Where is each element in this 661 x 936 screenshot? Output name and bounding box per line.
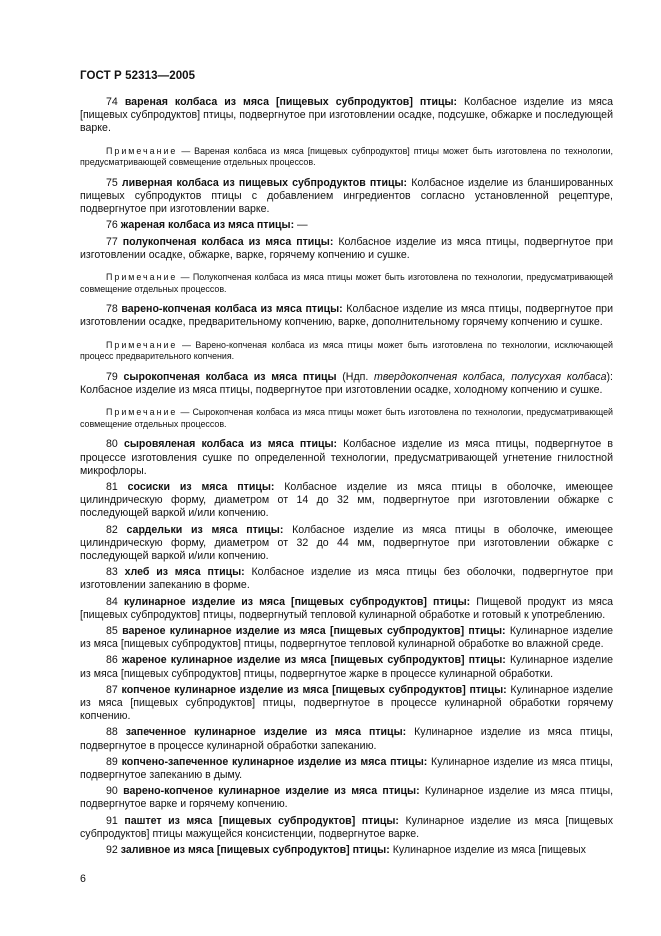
term-definition: Кулинарное изделие из мяса [пищевых [389, 844, 586, 857]
note-paragraph [80, 407, 613, 430]
term-definition: Колбасное изделие из мяса птицы, подвергнутое в процессе изготовления сушке по определенной технологии, предусматривающей угнетение гнилостной микрофлоры. [80, 438, 613, 477]
term-name: вареное кулинарное изделие из мяса [пищевых субпродуктов] птицы: [122, 625, 506, 638]
term-number: 80 [106, 438, 118, 451]
term-definition: Кулинарное изделие из мяса птицы, подвергнутое в процессе кулинарной обработки запеканию. [80, 726, 613, 752]
term-name: кулинарное изделие из мяса [пищевых субпродуктов] птицы: [123, 595, 471, 608]
term-number: 88 [106, 726, 118, 739]
term-definition: Колбасное изделие из мяса [пищевых субпродуктов] птицы, подвергнутое при изготовлении осадке, подсушке, обжарке и последующей варке. [80, 96, 613, 135]
term-name: варено-копченая колбаса из мяса птицы: [121, 303, 343, 316]
document-header: ГОСТ Р 52313—2005 [80, 70, 196, 82]
term-number: 77 [106, 235, 118, 248]
term-definition: ): Колбасное изделие из мяса птицы, подвергнутое при изготовлении осадке, холодному копчению и сушке. [80, 370, 613, 396]
document-body [80, 96, 613, 860]
page-number: 6 [80, 873, 86, 885]
term-entry [80, 684, 613, 724]
term-entry [80, 303, 613, 329]
term-definition: Колбасное изделие из мяса птицы в оболочке, имеющее цилиндрическую форму, диаметром от 32 до 44 мм, подвергнутое при изготовлении обжарке с последующей варкой и/или копчению. [80, 523, 613, 563]
term-name: варено-копченое кулинарное изделие из мяса птицы: [123, 785, 420, 798]
term-entry [80, 596, 613, 622]
note-text: — Сырокопченая колбаса из мяса птицы может быть изготовлена по технологии, предусматривающей совмещение отдельных процессов. [80, 407, 613, 429]
term-name: паштет из мяса [пищевых субпродуктов] птицы: [124, 814, 399, 827]
term-name: вареная колбаса из мяса [пищевых субпродуктов] птицы: [124, 96, 458, 108]
term-entry [80, 654, 613, 680]
term-name: сардельки из мяса птицы: [126, 523, 284, 536]
term-name: копчено-запеченное кулинарное изделие из мяса птицы: [121, 755, 428, 768]
term-number: 75 [106, 176, 118, 189]
term-entry [80, 844, 613, 857]
term-number: 91 [106, 814, 118, 827]
term-entry [80, 177, 613, 217]
term-definition: Колбасное изделие из мяса птицы, подвергнутое при изготовлении осадке, предварительному копчению, варке, дополнительному горячему копчению и сушке. [80, 303, 613, 329]
term-number: 92 [106, 844, 118, 857]
term-number: 76 [106, 219, 118, 232]
term-entry [80, 236, 613, 262]
term-entry [80, 756, 613, 782]
term-definition: Кулинарное изделие из мяса птицы, подвергнутое запеканию в дыму. [80, 755, 614, 782]
note-text: — Варено-копченая колбаса из мяса птицы может быть изготовлена по технологии, исключающей процесс предварительного копчения. [80, 339, 613, 362]
term-entry [80, 726, 613, 752]
term-definition: Колбасное изделие из мяса птицы без оболочки, подвергнутое при изготовлении запеканию в форме. [80, 566, 613, 592]
note-paragraph [80, 146, 613, 169]
note-paragraph [80, 340, 613, 363]
term-name: хлеб из мяса птицы: [124, 566, 245, 579]
note-label: Примечание [106, 339, 178, 350]
term-number: 87 [106, 683, 118, 696]
note-label: Примечание [106, 407, 178, 418]
term-name: сырокопченая колбаса из мяса птицы [123, 370, 337, 383]
term-definition: Колбасное изделие из мяса птицы в оболочке, имеющее цилиндрическую форму, диаметром от 14 до 32 мм, подвергнутое при изготовлении обжарке с последующей варкой и/или копчению. [80, 481, 613, 520]
term-pre: (Ндп. [336, 370, 375, 383]
term-entry [80, 219, 613, 232]
term-entry [80, 481, 613, 521]
term-entry [80, 625, 613, 651]
term-name: заливное из мяса [пищевых субпродуктов] птицы: [120, 844, 390, 857]
note-text: — Вареная колбаса из мяса [пищевых субпродуктов] птицы может быть изготовлена по технологии, предусматривающей совмещение отдельных процессов. [80, 145, 613, 168]
term-definition: Кулинарное изделие из мяса [пищевых субпродуктов] птицы, подвергнутое в процессе кулинарной обработки горячему копчению. [80, 683, 613, 723]
term-entry [80, 524, 613, 564]
note-text: — Полукопченая колбаса из мяса птицы может быть изготовлена по технологии, предусматривающей совмещение отдельных процессов. [80, 272, 613, 294]
term-name: сыровяленая колбаса из мяса птицы: [123, 438, 338, 451]
term-synonym: твердокопченая колбаса, полусухая колбаса [374, 370, 607, 383]
term-entry [80, 566, 613, 592]
term-definition: Колбасное изделие из мяса птицы, подвергнутое при изготовлении осадке, обжарке, варке, горячему копчению и сушке. [80, 235, 613, 261]
term-entry [80, 815, 613, 841]
term-number: 82 [106, 523, 118, 536]
term-number: 89 [106, 755, 118, 768]
term-number: 83 [106, 566, 118, 579]
term-definition: Кулинарное изделие из мяса [пищевых субпродуктов] птицы, подвергнутое жарке в процессе кулинарной обработки. [80, 654, 613, 680]
term-entry [80, 371, 613, 397]
term-name: жареное кулинарное изделие из мяса [пищевых субпродуктов] птицы: [121, 654, 506, 667]
term-name: сосиски из мяса птицы: [127, 481, 275, 493]
term-name: запеченное кулинарное изделие из мяса птицы: [125, 726, 407, 739]
term-name: полукопченая колбаса из мяса птицы: [122, 235, 334, 248]
term-name: ливерная колбаса из пищевых субпродуктов птицы: [121, 176, 408, 189]
term-name: копченое кулинарное изделие из мяса [пищевых субпродуктов] птицы: [121, 683, 507, 696]
term-number: 74 [106, 96, 118, 108]
note-label: Примечание [106, 272, 178, 283]
term-number: 81 [106, 481, 118, 493]
term-name: жареная колбаса из мяса птицы: [120, 219, 295, 232]
term-number: 84 [106, 595, 118, 608]
term-definition: Пищевой продукт из мяса [пищевых субпродуктов] птицы, подвергнутый тепловой кулинарной обработке и готовый к употреблению. [80, 595, 614, 621]
note-label: Примечание [106, 145, 178, 156]
term-definition: — [294, 219, 308, 232]
term-number: 85 [106, 625, 118, 638]
term-number: 86 [106, 654, 118, 667]
term-number: 78 [106, 303, 118, 316]
term-number: 79 [106, 370, 118, 383]
term-number: 90 [106, 785, 118, 798]
term-entry [80, 96, 613, 136]
term-definition: Колбасное изделие из бланшированных пищевых субпродуктов птицы с добавлением ингредиентов согласно установленной рецептуре, подвергнутое при изготовлении варке. [80, 176, 613, 216]
term-entry [80, 438, 613, 478]
term-entry [80, 785, 613, 811]
term-definition: Кулинарное изделие из мяса птицы, подвергнутое варке и горячему копчению. [80, 785, 614, 811]
note-paragraph [80, 272, 613, 295]
term-definition: Кулинарное изделие из мяса [пищевых субпродуктов] птицы, подвергнутое тепловой кулинарной обработке во влажной среде. [80, 625, 614, 651]
term-definition: Кулинарное изделие из мяса [пищевых субпродуктов] птицы мажущейся консистенции, подвергнутое варке. [80, 814, 614, 840]
